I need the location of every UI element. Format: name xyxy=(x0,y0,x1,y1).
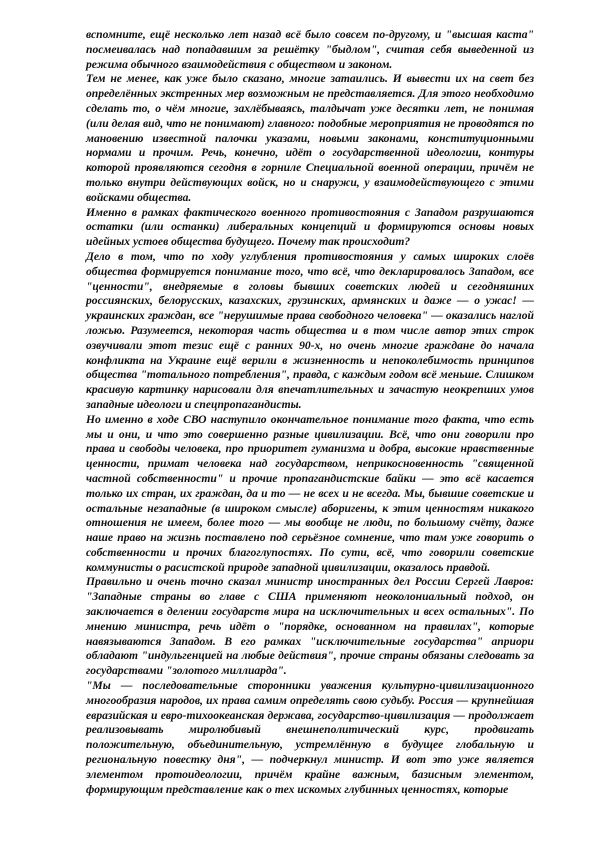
article-text xyxy=(86,28,534,797)
paragraph-4: Дело в том, что по ходу углубления противостояния у самых широких слоёв общества формируется понимание того, что всё, что декларировалось Западом, все "ценности", внедряемые в головы бывших советских людей и сегодняшних россиянских, белорусских, казахских, грузинских, армянских и даже — о ужас! — украинских граждан, все "нерушимые права свободного человека" — оказались наглой ложью. Разумеется, некоторая часть общества и в том числе автор этих строк озвучивали этот тезис ещё с ранних 90-х, но очень многие граждане до начала конфликта на Украине ещё верили в жизненность и непоколебимость принципов общества "тотального потребления", правда, с каждым годом всё меньше. Слишком красивую картинку нарисовали для впечатлительных и зачастую неокрепших умов западные идеологи и спецпропагандисты. xyxy=(86,249,534,411)
paragraph-7: "Мы — последовательные сторонники уважения культурно-цивилизационного многообразия народов, их права самим определять свою судьбу. Россия — крупнейшая евразийская и евро-тихоокеанская держава, государство-цивилизация — продолжает реализовывать миролюбивый внешнеполитический курс, продвигать положительную, объединительную, устремлённую в будущее глобальную и региональную повестку дня", — подчеркнул министр. И вот это уже является элементом протоидеологии, причём крайне важным, базисным элементом, формирующим представление как о тех искомых глубинных ценностях, которые xyxy=(86,679,534,796)
paragraph-2: Тем не менее, как уже было сказано, многие затаились. И вывести их на свет без определённых экстренных мер возможным не представляется. Для этого необходимо сделать то, о чём многие, захлёбываясь, талдычат уже десятки лет, не понимая (или делая вид, что не понимают) главного: подобные мероприятия не проводятся по мановению известной палочки указами, новыми законами, конституционными нормами и прочим. Речь, конечно, идёт о государственной идеологии, контуры которой проявляются сегодня в горниле Специальной военной операции, причём не только внутри действующих войск, но и снаружи, у взаимодействующего с этими войсками общества. xyxy=(86,72,534,204)
paragraph-1: вспомните, ещё несколько лет назад всё было совсем по-другому, и "высшая каста" посмеивалась над попадавшим за решётку "быдлом", считая себя выведенной из режима обычного взаимодействия с обществом и законом. xyxy=(86,28,534,71)
paragraph-5: Но именно в ходе СВО наступило окончательное понимание того факта, что есть мы и они, и что это совершенно разные цивилизации. Всё, что они говорили про права и свободы человека, про приоритет гуманизма и добра, высокие нравственные ценности, примат человека над государством, неприкосновенность "священной частной собственности" и прочие пропагандистские байки — это всё касается только их стран, их граждан, да и то — не всех и не всегда. Мы, бывшие советские и остальные незападные (в широком смысле) аборигены, к этим ценностям никакого отношения не имеем, более того — мы вообще не люди, по большому счёту, даже наше право на жизнь поставлено под серьёзное сомнение, что там уже говорить о собственности и прочих благоглупостях. По сути, всё, что говорили советские коммунисты о расистской природе западной цивилизации, оказалось правдой. xyxy=(86,412,534,574)
paragraph-3: Именно в рамках фактического военного противостояния с Западом разрушаются остатки (или останки) либеральных концепций и формируются основы новых идейных устоев общества будущего. Почему так происходит? xyxy=(86,205,534,249)
paragraph-6: Правильно и очень точно сказал министр иностранных дел России Сергей Лавров: "Западные страны во главе с США применяют неоколониальный подход, он заключается в делении государств мира на исключительных и всех остальных". По мнению министра, речь идёт о "порядке, основанном на правилах", которые навязываются Западом. В его рамках "исключительные государства" априори обладают "индульгенцией на любые действия", прочие страны обязаны следовать за государствами "золотого миллиарда". xyxy=(86,575,534,678)
